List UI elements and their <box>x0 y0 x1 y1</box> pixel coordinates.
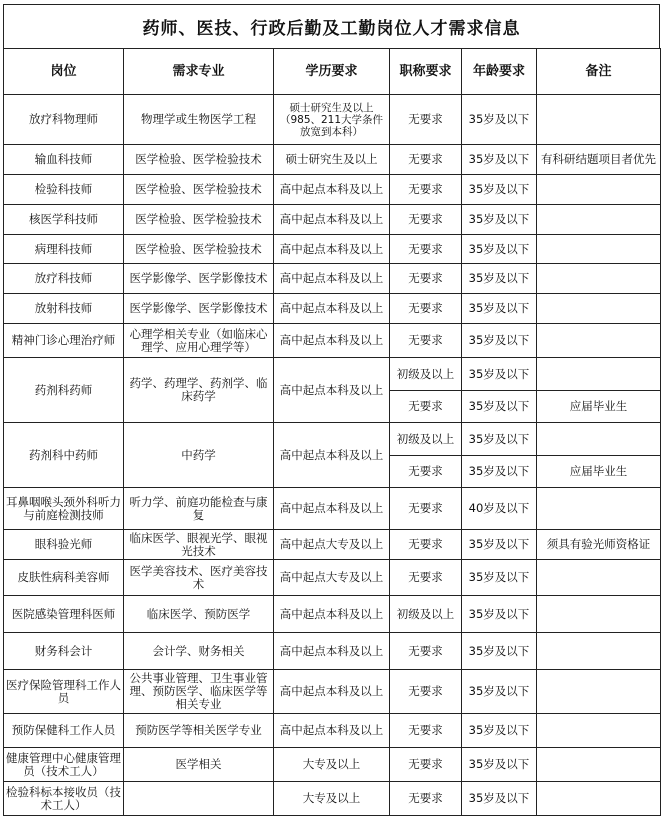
title-cell: 无要求 <box>390 235 462 264</box>
header-title: 职称要求 <box>390 49 462 95</box>
major-cell: 医学相关 <box>124 748 274 782</box>
header-row <box>4 49 661 95</box>
age-cell: 35岁及以下 <box>462 670 537 714</box>
note-cell <box>537 596 661 633</box>
note-cell <box>537 235 661 264</box>
header-position: 岗位 <box>4 49 124 95</box>
note-cell: 须具有验光师资格证 <box>537 530 661 560</box>
position-cell: 输血科技师 <box>4 145 124 175</box>
age-cell: 35岁及以下 <box>462 95 537 145</box>
title-cell: 无要求 <box>390 95 462 145</box>
major-cell: 医学检验、医学检验技术 <box>124 235 274 264</box>
table-row <box>4 205 661 235</box>
title-cell: 初级及以上 <box>390 596 462 633</box>
major-cell: 医学检验、医学检验技术 <box>124 145 274 175</box>
note-cell <box>537 423 661 456</box>
table-row <box>4 324 661 358</box>
major-cell: 医学检验、医学检验技术 <box>124 175 274 205</box>
education-cell: 高中起点本科及以上 <box>274 324 390 358</box>
education-cell: 高中起点本科及以上 <box>274 294 390 324</box>
position-cell: 医疗保险管理科工作人员 <box>4 670 124 714</box>
age-cell: 35岁及以下 <box>462 294 537 324</box>
table-row <box>4 95 661 145</box>
age-cell: 35岁及以下 <box>462 560 537 596</box>
position-cell: 放疗科技师 <box>4 264 124 294</box>
major-cell <box>124 782 274 816</box>
education-cell: 高中起点大专及以上 <box>274 560 390 596</box>
age-cell: 35岁及以下 <box>462 175 537 205</box>
note-cell <box>537 205 661 235</box>
age-cell: 35岁及以下 <box>462 748 537 782</box>
note-cell: 有科研结题项目者优先 <box>537 145 661 175</box>
title-cell: 无要求 <box>390 748 462 782</box>
age-cell: 35岁及以下 <box>462 205 537 235</box>
age-cell: 35岁及以下 <box>462 264 537 294</box>
table-row <box>4 488 661 530</box>
major-cell: 中药学 <box>124 423 274 488</box>
position-cell: 核医学科技师 <box>4 205 124 235</box>
age-cell: 35岁及以下 <box>462 530 537 560</box>
title-cell: 无要求 <box>390 264 462 294</box>
position-cell: 医院感染管理科医师 <box>4 596 124 633</box>
title-cell: 无要求 <box>390 714 462 748</box>
education-cell: 高中起点本科及以上 <box>274 423 390 488</box>
title-cell: 无要求 <box>390 205 462 235</box>
note-cell <box>537 560 661 596</box>
position-cell: 精神门诊心理治疗师 <box>4 324 124 358</box>
education-cell: 高中起点本科及以上 <box>274 596 390 633</box>
major-cell: 听力学、前庭功能检查与康复 <box>124 488 274 530</box>
position-cell: 眼科验光师 <box>4 530 124 560</box>
education-cell: 高中起点本科及以上 <box>274 264 390 294</box>
table-row <box>4 235 661 264</box>
table-row <box>4 714 661 748</box>
education-cell: 高中起点大专及以上 <box>274 530 390 560</box>
age-cell: 35岁及以下 <box>462 456 537 488</box>
major-cell: 会计学、财务相关 <box>124 633 274 670</box>
age-cell: 35岁及以下 <box>462 235 537 264</box>
title-cell: 无要求 <box>390 294 462 324</box>
note-cell <box>537 633 661 670</box>
table-row <box>4 264 661 294</box>
note-cell <box>537 264 661 294</box>
table-row <box>4 175 661 205</box>
title-cell: 无要求 <box>390 670 462 714</box>
header-education: 学历要求 <box>274 49 390 95</box>
title-cell: 无要求 <box>390 456 462 488</box>
table-row <box>4 560 661 596</box>
position-cell: 预防保健科工作人员 <box>4 714 124 748</box>
page-title: 药师、医技、行政后勤及工勤岗位人才需求信息 <box>3 4 660 48</box>
position-cell: 财务科会计 <box>4 633 124 670</box>
title-cell: 无要求 <box>390 782 462 816</box>
table-row <box>4 145 661 175</box>
age-cell: 40岁及以下 <box>462 488 537 530</box>
major-cell: 临床医学、眼视光学、眼视光技术 <box>124 530 274 560</box>
header-note: 备注 <box>537 49 661 95</box>
title-cell: 无要求 <box>390 391 462 423</box>
major-cell: 医学美容技术、医疗美容技术 <box>124 560 274 596</box>
title-cell: 初级及以上 <box>390 423 462 456</box>
education-cell: 高中起点本科及以上 <box>274 633 390 670</box>
position-cell: 药剂科中药师 <box>4 423 124 488</box>
note-cell <box>537 358 661 391</box>
major-cell: 物理学或生物医学工程 <box>124 95 274 145</box>
education-cell: 硕士研究生及以上（985、211大学条件放宽到本科） <box>274 95 390 145</box>
major-cell: 医学检验、医学检验技术 <box>124 205 274 235</box>
major-cell: 公共事业管理、卫生事业管理、预防医学、临床医学等相关专业 <box>124 670 274 714</box>
note-cell: 应届毕业生 <box>537 456 661 488</box>
major-cell: 心理学相关专业（如临床心理学、应用心理学等） <box>124 324 274 358</box>
age-cell: 35岁及以下 <box>462 324 537 358</box>
education-cell: 高中起点本科及以上 <box>274 175 390 205</box>
position-cell: 放疗科物理师 <box>4 95 124 145</box>
title-cell: 无要求 <box>390 145 462 175</box>
note-cell <box>537 714 661 748</box>
note-cell <box>537 294 661 324</box>
title-cell: 无要求 <box>390 530 462 560</box>
title-cell: 无要求 <box>390 488 462 530</box>
table-row <box>4 782 661 816</box>
title-cell: 无要求 <box>390 633 462 670</box>
age-cell: 35岁及以下 <box>462 145 537 175</box>
note-cell <box>537 95 661 145</box>
table-row <box>4 670 661 714</box>
education-cell: 大专及以上 <box>274 748 390 782</box>
major-cell: 药学、药理学、药剂学、临床药学 <box>124 358 274 423</box>
table-row <box>4 294 661 324</box>
table-row <box>4 748 661 782</box>
note-cell <box>537 748 661 782</box>
title-cell: 无要求 <box>390 560 462 596</box>
position-cell: 健康管理中心健康管理员（技术工人） <box>4 748 124 782</box>
education-cell: 高中起点本科及以上 <box>274 488 390 530</box>
major-cell: 医学影像学、医学影像技术 <box>124 264 274 294</box>
note-cell <box>537 782 661 816</box>
table-row <box>4 633 661 670</box>
note-cell <box>537 670 661 714</box>
table-row <box>4 423 661 456</box>
education-cell: 高中起点本科及以上 <box>274 235 390 264</box>
position-cell: 检验科标本接收员（技术工人） <box>4 782 124 816</box>
title-cell: 无要求 <box>390 175 462 205</box>
position-cell: 药剂科药师 <box>4 358 124 423</box>
education-cell: 大专及以上 <box>274 782 390 816</box>
age-cell: 35岁及以下 <box>462 391 537 423</box>
education-cell: 高中起点本科及以上 <box>274 670 390 714</box>
note-cell: 应届毕业生 <box>537 391 661 423</box>
note-cell <box>537 175 661 205</box>
education-cell: 硕士研究生及以上 <box>274 145 390 175</box>
position-cell: 耳鼻咽喉头颈外科听力与前庭检测技师 <box>4 488 124 530</box>
age-cell: 35岁及以下 <box>462 423 537 456</box>
position-cell: 皮肤性病科美容师 <box>4 560 124 596</box>
position-cell: 病理科技师 <box>4 235 124 264</box>
major-cell: 临床医学、预防医学 <box>124 596 274 633</box>
age-cell: 35岁及以下 <box>462 782 537 816</box>
note-cell <box>537 488 661 530</box>
title-cell: 初级及以上 <box>390 358 462 391</box>
header-major: 需求专业 <box>124 49 274 95</box>
table-body <box>4 95 661 816</box>
age-cell: 35岁及以下 <box>462 633 537 670</box>
age-cell: 35岁及以下 <box>462 596 537 633</box>
age-cell: 35岁及以下 <box>462 714 537 748</box>
table-row <box>4 358 661 391</box>
title-cell: 无要求 <box>390 324 462 358</box>
position-cell: 检验科技师 <box>4 175 124 205</box>
table-row <box>4 596 661 633</box>
table-row <box>4 530 661 560</box>
education-cell: 高中起点本科及以上 <box>274 205 390 235</box>
document <box>3 4 660 816</box>
education-cell: 高中起点本科及以上 <box>274 358 390 423</box>
education-cell: 高中起点本科及以上 <box>274 714 390 748</box>
major-cell: 医学影像学、医学影像技术 <box>124 294 274 324</box>
header-age: 年龄要求 <box>462 49 537 95</box>
requirements-table <box>3 48 661 816</box>
major-cell: 预防医学等相关医学专业 <box>124 714 274 748</box>
age-cell: 35岁及以下 <box>462 358 537 391</box>
note-cell <box>537 324 661 358</box>
position-cell: 放射科技师 <box>4 294 124 324</box>
